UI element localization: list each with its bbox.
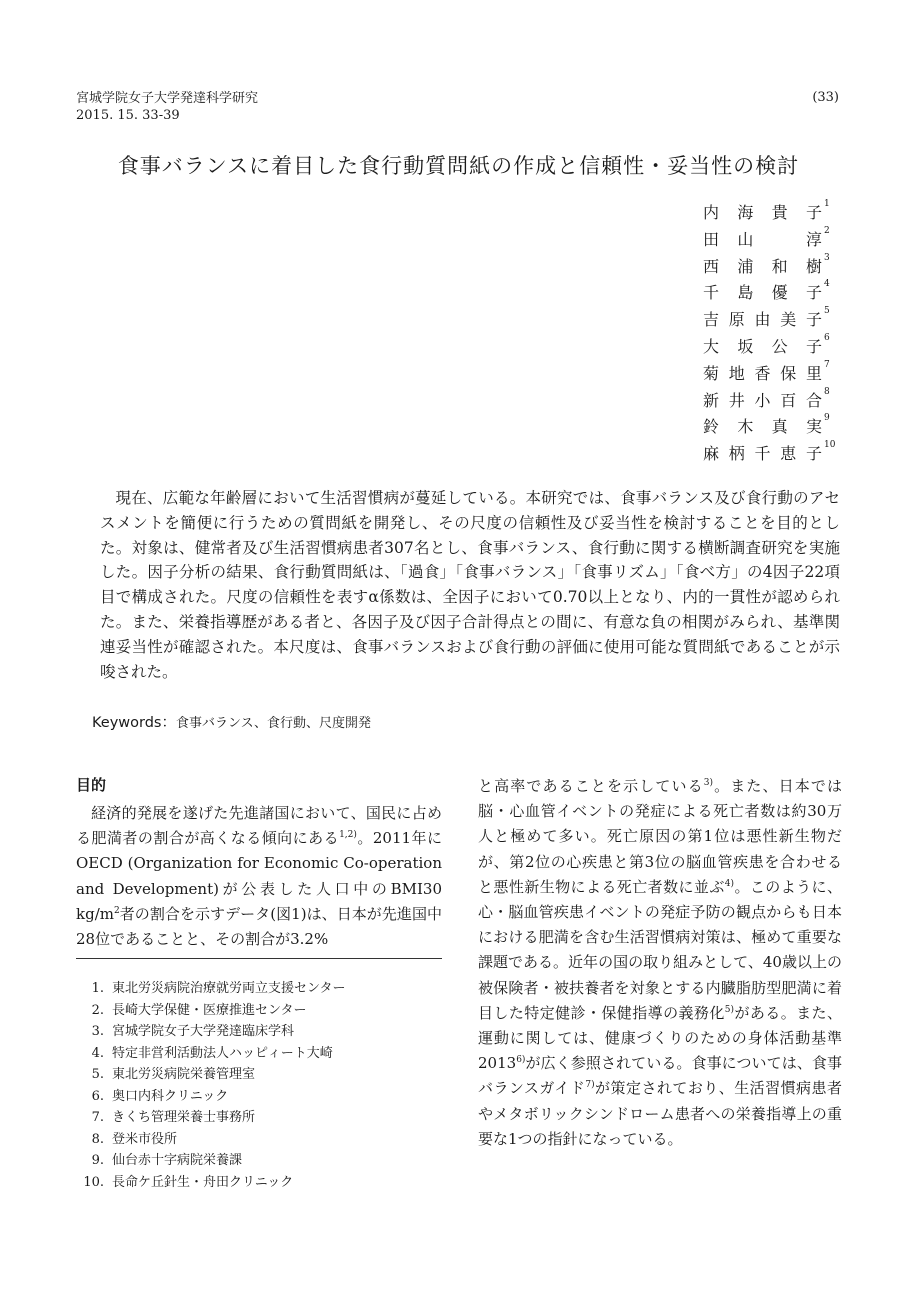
footnote-item	[76, 978, 442, 1000]
footnote-item	[76, 1172, 442, 1194]
footnote-item	[76, 1043, 442, 1065]
footnote-text: 東北労災病院治療就労両立支援センター	[112, 981, 346, 996]
footnote-number: 8.	[91, 1131, 104, 1147]
author-affiliation: 6	[824, 332, 830, 343]
footnote-text: 登米市役所	[112, 1131, 178, 1147]
author-affiliation: 3	[824, 252, 830, 263]
author-entry	[703, 334, 835, 361]
footnote-item	[76, 1021, 442, 1043]
footnote-number: 4.	[91, 1045, 104, 1061]
footnote-item	[76, 1064, 442, 1086]
footnote-item	[76, 1107, 442, 1129]
author-entry	[703, 307, 835, 334]
page-number: (33)	[812, 90, 839, 105]
author-name: 内海貴子	[703, 203, 822, 222]
body-text: がある。また、運動に関しては、健康づくりのための身体活動基準2013	[478, 1003, 842, 1073]
body-text: 者の割合を示すデータ(図1)は、日本が先進国中28位であることと、その割合が3.2%	[76, 904, 442, 949]
footnote-number: 2.	[91, 1002, 104, 1018]
author-name: 鈴木真実	[703, 417, 822, 437]
footnote-number: 9.	[91, 1153, 104, 1168]
author-entry	[703, 200, 835, 227]
footnote-text: 東北労災病院栄養管理室	[112, 1067, 256, 1082]
body-text-left	[76, 801, 442, 952]
citation-ref: 1,2)	[339, 830, 357, 841]
citation-ref: 4)	[724, 878, 735, 889]
citation-ref: 3)	[703, 778, 713, 788]
author-entry	[703, 441, 835, 468]
footnote-item	[76, 1129, 442, 1151]
citation-ref: 6)	[516, 1055, 526, 1066]
footnote-text: 宮城学院女子大学発達臨床学科	[112, 1024, 295, 1039]
author-affiliation: 9	[824, 413, 830, 424]
keywords-content: 食事バランス、食行動、尺度開発	[175, 716, 371, 731]
body-text: と高率であることを示している	[478, 777, 704, 795]
footnote-number: 3.	[91, 1024, 104, 1039]
volume-info: 2015. 15. 33-39	[76, 108, 180, 123]
abstract: 現在、広範な年齢層において生活習慣病が蔓延している。本研究では、食事バランス及び食行動のアセスメントを簡便に行うための質問紙を開発し、その尺度の信頼性及び妥当性を検討することを目的とした。対象は、健常者及び生活習慣病患者307名とし、食事バランス、食行動に関する横断調査研究を実施した。因子分析の結果、食行動質問紙は、「過食」「食事バランス」「食事リズム」「食べ方」の4因子22項目で構成された。尺度の信頼性を表すα係数は、全因子において0.70以上となり、内的一貫性が認められた。また、栄養指導歴がある者と、各因子及び因子合計得点との間に、有意な負の相関がみられ、基準関連妥当性が確認された。本尺度は、食事バランスおよび食行動の評価に使用可能な質問紙であることが示唆された。	[100, 489, 840, 681]
author-name: 新井小百合	[703, 390, 822, 410]
author-affiliation: 1	[824, 199, 830, 209]
footnote-text: 特定非営利活動法人ハッピィート大崎	[112, 1045, 333, 1061]
body-text: 。このように、心・脳血管疾患イベントの発症予防の観点からも日本における肥満を含む生活習慣病対策は、極めて重要な課題である。近年の国の取り組みとして、40歳以上の被保険者・被扶養者を対象とする内臓脂肪型肥満に着目した特定健診・保健指導の義務化	[478, 877, 842, 1022]
body-text-right	[478, 774, 842, 1152]
footnote-divider	[76, 958, 442, 959]
footnote-item	[76, 1150, 442, 1172]
citation-ref: 7)	[585, 1080, 595, 1091]
footnote-number: 5.	[91, 1067, 104, 1082]
author-affiliation: 10	[824, 440, 836, 451]
journal-header	[76, 90, 258, 124]
footnote-text: 奥口内科クリニック	[112, 1088, 229, 1104]
footnote-number: 10.	[83, 1174, 104, 1190]
author-affiliation: 8	[824, 386, 830, 397]
body-text: 。2011年にOECD (Organization for Economic Co-operation and Development)が公表した人口中のBMI30 kg/m	[76, 829, 442, 923]
footnote-item	[76, 1000, 442, 1022]
author-list	[703, 200, 835, 468]
footnote-item	[76, 1086, 442, 1108]
author-entry	[703, 254, 835, 281]
author-entry	[703, 361, 835, 388]
author-affiliation: 4	[824, 279, 830, 290]
footnote-text: 長命ケ丘針生・舟田クリニック	[112, 1174, 294, 1190]
author-name: 麻柄千恵子	[703, 444, 822, 464]
author-entry	[703, 388, 835, 415]
author-entry	[703, 227, 835, 254]
footnote-text: きくち管理栄養士事務所	[112, 1110, 256, 1125]
footnote-text: 長崎大学保健・医療推進センター	[112, 1002, 307, 1018]
footnote-number: 7.	[91, 1110, 104, 1125]
author-name: 大坂公子	[703, 336, 822, 356]
author-affiliation: 5	[824, 306, 830, 317]
keywords-label: Keywords：	[92, 715, 176, 731]
footnote-text: 仙台赤十字病院栄養課	[112, 1153, 243, 1168]
footnote-number: 6.	[91, 1088, 104, 1104]
author-name: 西浦和樹	[703, 256, 822, 276]
author-affiliation: 2	[824, 225, 830, 236]
author-affiliation: 7	[824, 359, 830, 370]
journal-name: 宮城学院女子大学発達科学研究	[76, 91, 259, 106]
author-name: 千島優子	[703, 283, 822, 303]
paper-title: 食事バランスに着目した食行動質問紙の作成と信頼性・妥当性の検討	[117, 154, 800, 178]
author-name: 田山 淳	[703, 229, 822, 249]
body-text: 。また、日本では脳・心血管イベントの発症による死亡者数は約30万人と極めて多い。死亡原因の第1位は悪性新生物だが、第2位の心疾患と第3位の脳血管疾患を合わせると悪性新生物による死亡者数に並ぶ	[478, 777, 842, 896]
affiliation-footnotes	[76, 978, 442, 1193]
citation-ref: 5)	[724, 1004, 735, 1015]
body-text: 経済的発展を遂げた先進諸国において、国民に占める肥満者の割合が高くなる傾向にある	[76, 804, 442, 848]
section-heading: 目的	[76, 776, 107, 794]
keywords	[92, 711, 371, 732]
footnote-number: 1.	[91, 981, 104, 996]
author-entry	[703, 414, 835, 441]
author-name: 吉原由美子	[703, 310, 822, 330]
author-entry	[703, 280, 835, 307]
author-name: 菊地香保里	[703, 363, 822, 383]
body-text: が策定されており、生活習慣病患者やメタボリックシンドローム患者への栄養指導上の重要な1つの指針になっている。	[478, 1079, 842, 1148]
unit-superscript: 2	[113, 905, 120, 916]
body-text: が広く参照されている。食事については、食事バランスガイド	[478, 1054, 842, 1098]
